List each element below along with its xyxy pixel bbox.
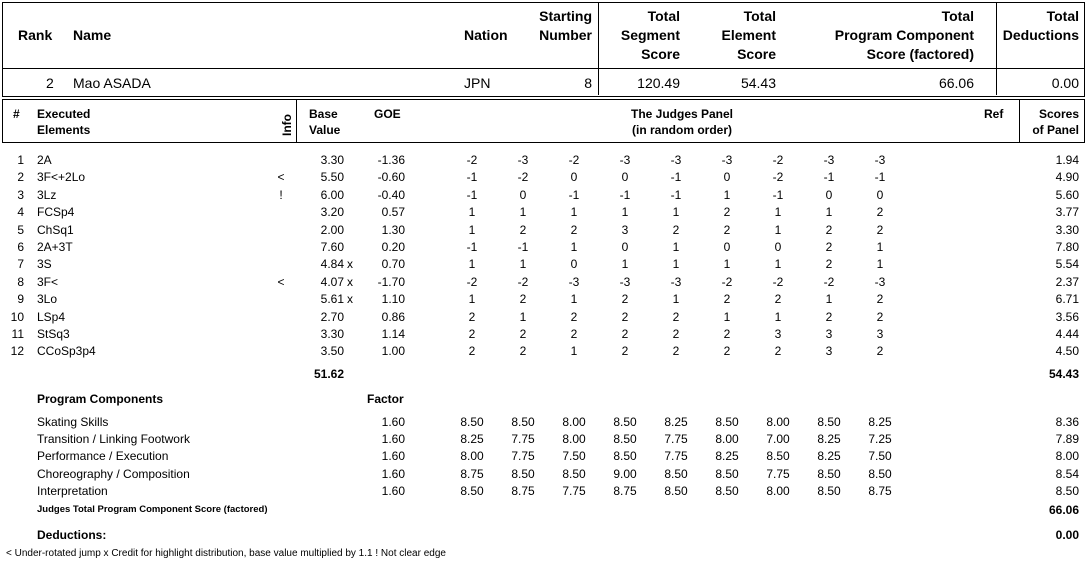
judge-component-score: 8.50	[715, 467, 739, 481]
judge-score: -1	[466, 240, 478, 254]
judge-component-score: 7.75	[766, 467, 790, 481]
judge-score: 1	[519, 205, 527, 219]
judge-component-score: 8.50	[613, 449, 637, 463]
judge-score: 1	[723, 310, 731, 324]
judge-score: 0	[519, 188, 527, 202]
judge-score: -3	[721, 153, 733, 167]
judge-score: 2	[825, 257, 833, 271]
judge-component-score: 7.75	[664, 432, 688, 446]
element-base-value: 4.07	[320, 275, 344, 289]
element-code: 3F<	[37, 275, 59, 289]
judge-score: -2	[517, 170, 529, 184]
judge-score: -3	[568, 275, 580, 289]
judge-component-score: 8.50	[715, 484, 739, 498]
judge-score: 2	[570, 327, 578, 341]
element-code: 3Lz	[37, 188, 57, 202]
hdr-tss: Total Segment Score	[620, 8, 680, 62]
judge-score: 1	[876, 240, 884, 254]
element-code: 3F<+2Lo	[37, 170, 86, 184]
judge-component-score: 8.25	[460, 432, 484, 446]
element-num: 12	[10, 344, 24, 358]
judge-score: 1	[570, 292, 578, 306]
element-code: FCSp4	[37, 205, 75, 219]
judge-component-score: 8.50	[766, 449, 790, 463]
element-code: 3Lo	[37, 292, 58, 306]
judge-component-score: 8.50	[511, 415, 535, 429]
el-hdr-base-value: Base Value	[309, 107, 341, 137]
component-panel-score: 8.00	[1055, 449, 1079, 463]
component-factor: 1.60	[381, 484, 405, 498]
elements-header-box	[2, 99, 1085, 143]
element-base-value: 4.84	[320, 257, 344, 271]
judge-score: 2	[621, 327, 629, 341]
judge-score: 3	[876, 327, 884, 341]
judge-score: 2	[519, 292, 527, 306]
judge-score: 2	[621, 292, 629, 306]
footnote-legend: < Under-rotated jump x Credit for highlight distribution, base value multiplied by 1.1 ! Not clear edge	[6, 548, 446, 559]
judge-score: 2	[468, 344, 476, 358]
judge-score: 1	[468, 292, 476, 306]
element-info: !	[279, 188, 283, 202]
element-panel-score: 4.90	[1055, 170, 1079, 184]
judge-score: -3	[670, 275, 682, 289]
judge-score: 2	[825, 240, 833, 254]
judge-score: 2	[570, 310, 578, 324]
judge-score: 1	[672, 257, 680, 271]
el-hdr-ref: Ref	[984, 107, 1004, 121]
judge-score: 1	[672, 240, 680, 254]
element-panel-score: 2.37	[1055, 275, 1079, 289]
judge-score: 0	[570, 170, 578, 184]
judge-score: -3	[874, 153, 886, 167]
judge-score: -2	[466, 275, 478, 289]
skater-rank: 2	[46, 75, 54, 91]
judge-component-score: 8.00	[562, 432, 586, 446]
judge-component-score: 8.50	[715, 415, 739, 429]
judge-score: 1	[825, 292, 833, 306]
el-hdr-vline-1	[296, 99, 297, 143]
judge-component-score: 8.50	[511, 467, 535, 481]
hdr-starting-number: Starting Number	[539, 8, 592, 43]
judge-component-score: 7.75	[511, 432, 535, 446]
hdr-nation: Nation	[464, 27, 508, 43]
judge-score: 2	[672, 327, 680, 341]
component-name: Skating Skills	[37, 415, 109, 429]
judge-score: -3	[517, 153, 529, 167]
judge-score: 2	[468, 327, 476, 341]
judge-component-score: 7.75	[664, 449, 688, 463]
element-num: 11	[11, 327, 24, 341]
element-base-value: 5.61	[320, 292, 344, 306]
judge-score: 1	[774, 310, 782, 324]
judge-score: 1	[621, 205, 629, 219]
element-goe: 1.30	[381, 223, 405, 237]
judge-score: -2	[772, 153, 784, 167]
judge-component-score: 8.75	[613, 484, 637, 498]
judge-component-score: 8.75	[511, 484, 535, 498]
judge-component-score: 8.50	[613, 432, 637, 446]
judge-component-score: 7.50	[868, 449, 892, 463]
judge-component-score: 8.00	[562, 415, 586, 429]
judge-score: 2	[519, 223, 527, 237]
total-element-score: 54.43	[1048, 367, 1079, 381]
element-base-value: 2.00	[320, 223, 344, 237]
judge-score: 0	[876, 188, 884, 202]
element-goe: 1.10	[381, 292, 405, 306]
element-goe: -1.70	[377, 275, 405, 289]
element-num: 9	[17, 292, 24, 306]
element-num: 1	[17, 153, 24, 167]
judge-component-score: 8.25	[715, 449, 739, 463]
judge-score: 1	[723, 188, 731, 202]
element-num: 7	[17, 257, 24, 271]
judge-component-score: 9.00	[613, 467, 637, 481]
judge-component-score: 8.50	[868, 467, 892, 481]
element-code: 2A+3T	[37, 240, 73, 254]
component-name: Transition / Linking Footwork	[37, 432, 190, 446]
judge-score: -3	[823, 153, 835, 167]
judge-component-score: 7.50	[562, 449, 586, 463]
judge-score: 0	[621, 240, 629, 254]
judge-score: -1	[568, 188, 580, 202]
element-panel-score: 3.30	[1055, 223, 1079, 237]
judge-score: 3	[621, 223, 629, 237]
judge-component-score: 8.50	[613, 415, 637, 429]
judge-component-score: 8.50	[460, 415, 484, 429]
judge-component-score: 8.75	[868, 484, 892, 498]
judge-component-score: 8.25	[817, 432, 841, 446]
judge-score: 1	[723, 257, 731, 271]
judge-score: 0	[570, 257, 578, 271]
judge-score: 1	[519, 257, 527, 271]
judge-score: 0	[621, 170, 629, 184]
hdr-deductions: Total Deductions	[1002, 8, 1079, 43]
element-goe: -1.36	[377, 153, 405, 167]
judge-score: 2	[774, 344, 782, 358]
judge-score: 1	[672, 205, 680, 219]
judge-score: 2	[519, 344, 527, 358]
judge-component-score: 8.25	[868, 415, 892, 429]
judge-score: -2	[772, 275, 784, 289]
judge-score: 2	[774, 292, 782, 306]
judge-score: 0	[774, 240, 782, 254]
el-hdr-goe: GOE	[374, 107, 401, 121]
element-panel-score: 4.44	[1055, 327, 1079, 341]
judge-component-score: 8.00	[715, 432, 739, 446]
judge-component-score: 8.00	[766, 484, 790, 498]
judge-score: 2	[621, 344, 629, 358]
element-num: 5	[17, 223, 24, 237]
component-name: Performance / Execution	[37, 449, 169, 463]
judge-score: 3	[825, 327, 833, 341]
judge-score: -3	[619, 153, 631, 167]
judge-score: -3	[874, 275, 886, 289]
judge-score: 1	[519, 310, 527, 324]
judge-component-score: 8.50	[664, 484, 688, 498]
judge-score: 1	[621, 257, 629, 271]
skater-deductions: 0.00	[1051, 75, 1079, 91]
judge-component-score: 7.75	[511, 449, 535, 463]
judge-score: -1	[517, 240, 529, 254]
component-factor: 1.60	[381, 415, 405, 429]
judge-score: 2	[723, 292, 731, 306]
pc-title: Program Components	[37, 392, 164, 406]
element-base-value: 7.60	[320, 240, 344, 254]
element-base-value: 3.50	[320, 344, 344, 358]
judge-score: 2	[723, 223, 731, 237]
element-goe: 1.14	[381, 327, 405, 341]
judge-score: 0	[723, 240, 731, 254]
judge-score: 2	[825, 310, 833, 324]
skater-pcs: 66.06	[938, 75, 974, 91]
el-hdr-info: Info	[280, 114, 294, 136]
element-base-value: 2.70	[320, 310, 344, 324]
element-panel-score: 3.77	[1055, 205, 1079, 219]
judge-score: 3	[825, 344, 833, 358]
element-code: StSq3	[37, 327, 70, 341]
element-num: 10	[10, 310, 24, 324]
element-bv-flag: x	[347, 275, 353, 289]
component-name: Interpretation	[37, 484, 108, 498]
judge-score: 2	[621, 310, 629, 324]
component-panel-score: 8.50	[1055, 484, 1079, 498]
judge-component-score: 8.50	[562, 467, 586, 481]
element-code: ChSq1	[37, 223, 74, 237]
judge-score: 0	[723, 170, 731, 184]
pcs-total-label: Judges Total Program Component Score (factored)	[37, 504, 268, 515]
element-goe: 1.00	[381, 344, 405, 358]
judge-score: -3	[670, 153, 682, 167]
el-hdr-scores: Scores of Panel	[1032, 107, 1079, 137]
element-goe: 0.20	[381, 240, 405, 254]
element-info: <	[277, 275, 285, 289]
judge-component-score: 8.75	[460, 467, 484, 481]
judge-score: 1	[468, 205, 476, 219]
element-num: 4	[17, 205, 24, 219]
element-panel-score: 7.80	[1055, 240, 1079, 254]
element-code: 2A	[37, 153, 52, 167]
judge-component-score: 8.50	[460, 484, 484, 498]
judge-score: 1	[774, 223, 782, 237]
judge-score: -3	[619, 275, 631, 289]
judge-component-score: 8.00	[460, 449, 484, 463]
judge-score: 1	[570, 240, 578, 254]
judge-score: 1	[570, 344, 578, 358]
element-base-value: 6.00	[320, 188, 344, 202]
judge-score: 2	[876, 344, 884, 358]
judge-score: 2	[672, 310, 680, 324]
judge-component-score: 7.25	[868, 432, 892, 446]
judge-score: 2	[723, 327, 731, 341]
judge-component-score: 8.50	[817, 484, 841, 498]
judge-score: 1	[570, 205, 578, 219]
component-factor: 1.60	[381, 432, 405, 446]
judge-score: 2	[723, 344, 731, 358]
skater-tss: 120.49	[637, 75, 680, 91]
summary-divider	[2, 68, 1085, 69]
judge-score: 1	[876, 257, 884, 271]
judge-component-score: 7.75	[562, 484, 586, 498]
element-panel-score: 6.71	[1055, 292, 1079, 306]
judge-score: -1	[619, 188, 631, 202]
element-base-value: 3.20	[320, 205, 344, 219]
element-panel-score: 5.60	[1055, 188, 1079, 202]
component-name: Choreography / Composition	[37, 467, 190, 481]
judge-score: -1	[670, 188, 682, 202]
element-code: CCoSp3p4	[37, 344, 96, 358]
judge-score: -2	[772, 170, 784, 184]
judge-score: -1	[466, 188, 478, 202]
judge-component-score: 8.25	[817, 449, 841, 463]
element-bv-flag: x	[347, 292, 353, 306]
element-info: <	[277, 170, 285, 184]
judge-score: -1	[874, 170, 886, 184]
judge-score: -2	[823, 275, 835, 289]
judge-component-score: 8.50	[664, 467, 688, 481]
judge-score: -1	[466, 170, 478, 184]
element-code: LSp4	[37, 310, 66, 324]
component-factor: 1.60	[381, 467, 405, 481]
judge-score: 2	[672, 344, 680, 358]
component-panel-score: 8.54	[1055, 467, 1079, 481]
skater-name: Mao ASADA	[73, 75, 151, 91]
skater-start: 8	[584, 75, 592, 91]
judge-score: 2	[672, 223, 680, 237]
judge-score: -1	[772, 188, 784, 202]
judge-component-score: 7.00	[766, 432, 790, 446]
judge-score: 2	[825, 223, 833, 237]
hdr-pcs: Total Program Component Score (factored)	[834, 8, 974, 62]
judge-score: 1	[825, 205, 833, 219]
el-hdr-executed: Executed Elements	[37, 107, 91, 137]
judge-score: 2	[723, 205, 731, 219]
judge-score: 1	[774, 205, 782, 219]
judge-score: 2	[468, 310, 476, 324]
judge-score: 3	[774, 327, 782, 341]
element-panel-score: 5.54	[1055, 257, 1079, 271]
judge-score: 2	[876, 205, 884, 219]
judge-score: -2	[721, 275, 733, 289]
judge-score: -1	[670, 170, 682, 184]
judge-score: 2	[519, 327, 527, 341]
element-num: 3	[17, 188, 24, 202]
judge-component-score: 8.50	[817, 467, 841, 481]
element-code: 3S	[37, 257, 52, 271]
component-panel-score: 7.89	[1055, 432, 1079, 446]
judge-score: 1	[468, 223, 476, 237]
total-base-value: 51.62	[313, 367, 344, 381]
element-goe: 0.70	[381, 257, 405, 271]
skater-nation: JPN	[464, 75, 491, 91]
element-panel-score: 1.94	[1055, 153, 1079, 167]
judge-score: 1	[774, 257, 782, 271]
pc-factor-header: Factor	[367, 392, 404, 406]
deductions-label: Deductions:	[37, 528, 107, 542]
judge-score: -2	[466, 153, 478, 167]
element-num: 2	[17, 170, 24, 184]
element-bv-flag: x	[347, 257, 353, 271]
judge-score: 2	[876, 292, 884, 306]
deductions-value: 0.00	[1055, 528, 1079, 542]
element-num: 6	[17, 240, 24, 254]
component-factor: 1.60	[381, 449, 405, 463]
element-num: 8	[17, 275, 24, 289]
hdr-name: Name	[73, 27, 112, 43]
el-hdr-vline-2	[1019, 99, 1020, 143]
judge-score: 1	[672, 292, 680, 306]
element-base-value: 5.50	[320, 170, 344, 184]
element-goe: 0.86	[381, 310, 405, 324]
hdr-tes: Total Element Score	[721, 8, 776, 62]
el-hdr-judges-panel: The Judges Panel (in random order)	[630, 107, 734, 137]
element-panel-score: 4.50	[1055, 344, 1079, 358]
element-base-value: 3.30	[320, 327, 344, 341]
judge-score: 2	[570, 223, 578, 237]
element-panel-score: 3.56	[1055, 310, 1079, 324]
judge-component-score: 8.50	[817, 415, 841, 429]
element-base-value: 3.30	[320, 153, 344, 167]
element-goe: -0.40	[377, 188, 405, 202]
judge-score: 2	[876, 310, 884, 324]
judge-score: 0	[825, 188, 833, 202]
element-goe: 0.57	[381, 205, 405, 219]
judge-score: -1	[823, 170, 835, 184]
judge-score: 2	[876, 223, 884, 237]
judge-component-score: 8.25	[664, 415, 688, 429]
judge-score: -2	[517, 275, 529, 289]
element-goe: -0.60	[377, 170, 405, 184]
summary-vline-1	[598, 2, 599, 95]
hdr-rank: Rank	[18, 27, 53, 43]
judge-component-score: 8.00	[766, 415, 790, 429]
pcs-total-value: 66.06	[1048, 503, 1079, 517]
judge-score: 1	[468, 257, 476, 271]
skater-tes: 54.43	[740, 75, 776, 91]
summary-vline-2	[996, 2, 997, 95]
judge-score: -2	[568, 153, 580, 167]
component-panel-score: 8.36	[1055, 415, 1079, 429]
el-hdr-num: #	[13, 107, 20, 121]
